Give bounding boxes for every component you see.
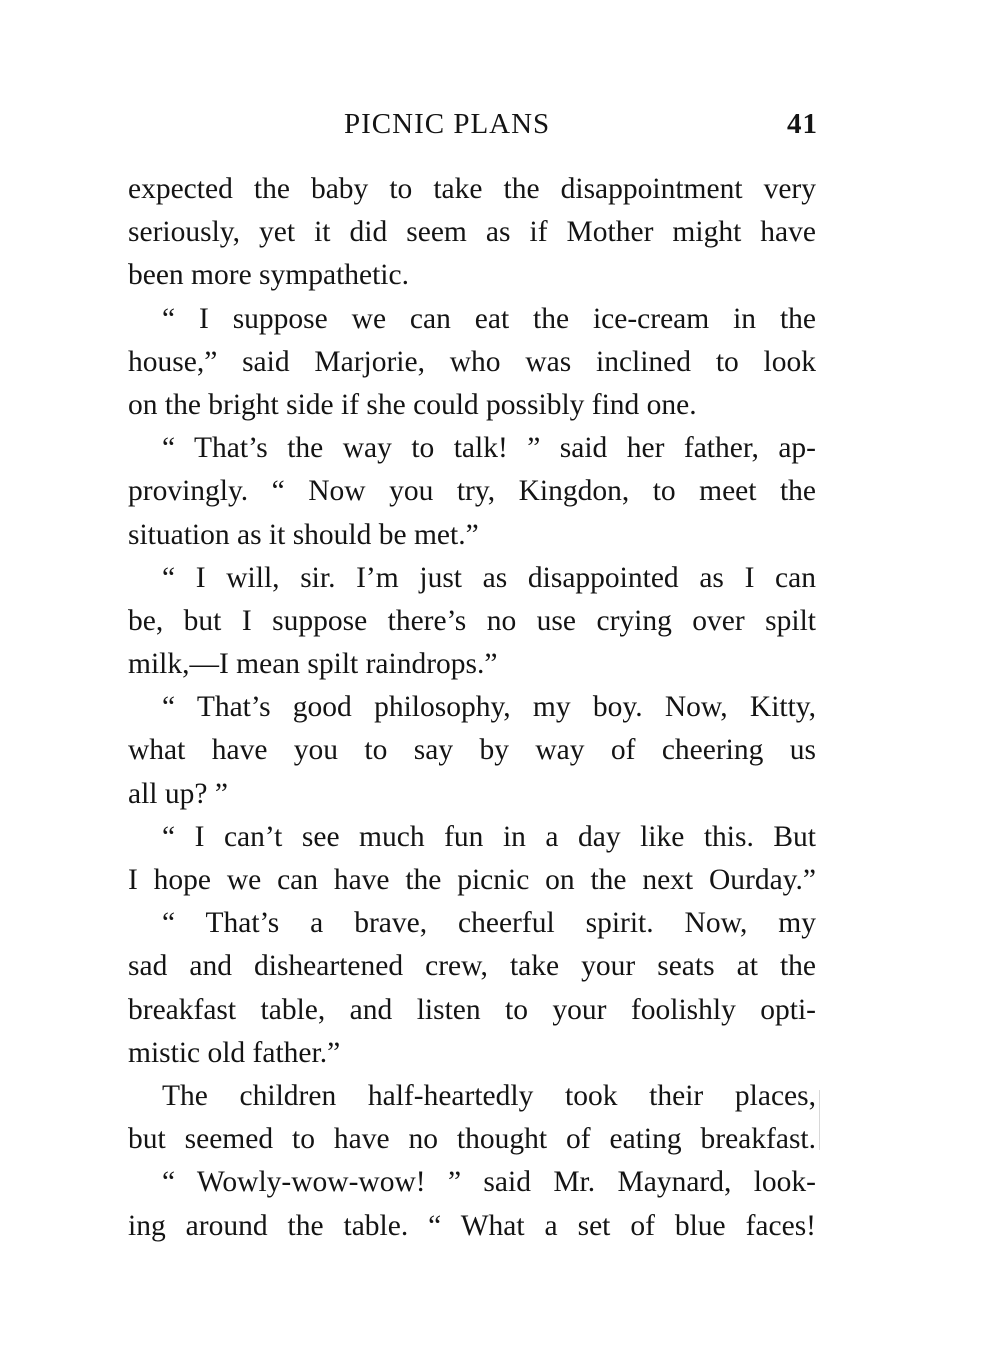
text-line: milk,—I mean spilt raindrops.” — [128, 648, 498, 681]
text-line: been more sympathetic. — [128, 259, 409, 292]
body-text — [128, 168, 816, 1248]
text-line: I hope we can have the picnic on the next Ourday.” — [128, 864, 816, 896]
text-line: expected the baby to take the disappointment very — [128, 173, 816, 205]
text-line: what have you to say by way of cheering us — [128, 734, 816, 767]
text-line: on the bright side if she could possibly find one. — [128, 388, 697, 421]
page-number: 41 — [787, 108, 818, 140]
text-line: “ That’s good philosophy, my boy. Now, Kitty, — [162, 691, 816, 724]
running-title: PICNIC PLANS — [344, 108, 551, 140]
text-line: seriously, yet it did seem as if Mother might have — [128, 216, 816, 249]
text-line: mistic old father.” — [128, 1036, 341, 1069]
text-line: sad and disheartened crew, take your seats at the — [128, 950, 816, 983]
text-line: all up? ” — [128, 777, 228, 810]
text-line: “ I can’t see much fun in a day like this. But — [162, 820, 816, 853]
text-line: breakfast table, and listen to your foolishly opti- — [128, 993, 816, 1026]
text-line: “ That’s the way to talk! ” said her father, ap- — [162, 432, 816, 465]
text-line: “ That’s a brave, cheerful spirit. Now, my — [162, 907, 816, 940]
text-line: “ Wowly-wow-wow! ” said Mr. Maynard, look- — [162, 1166, 816, 1199]
text-line: house,” said Marjorie, who was inclined to look — [128, 345, 816, 378]
text-line: ing around the table. “ What a set of blue faces! — [128, 1209, 816, 1242]
text-line: provingly. “ Now you try, Kingdon, to meet the — [128, 475, 816, 508]
scan-artifact-line — [819, 1090, 820, 1150]
text-line: The children half-heartedly took their places, — [162, 1079, 816, 1112]
text-line: “ I suppose we can eat the ice-cream in the — [162, 302, 816, 335]
text-line: be, but I suppose there’s no use crying over spilt — [128, 604, 816, 637]
text-line: but seemed to have no thought of eating breakfast. — [128, 1123, 816, 1156]
text-line: “ I will, sir. I’m just as disappointed as I can — [162, 561, 816, 594]
running-head — [128, 108, 818, 148]
text-line: situation as it should be met.” — [128, 518, 479, 551]
